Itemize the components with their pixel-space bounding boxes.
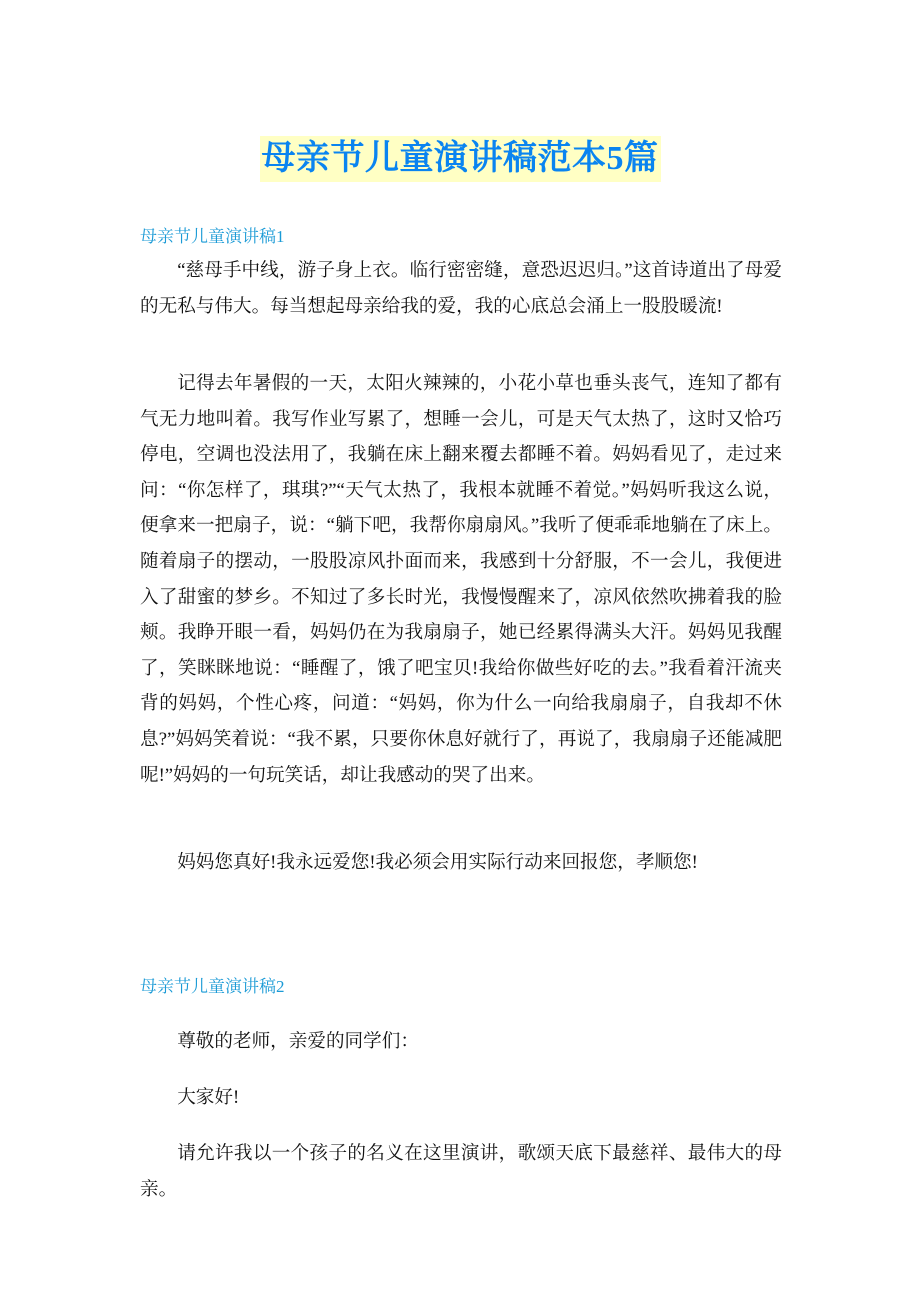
paragraph: 大家好!: [177, 1087, 240, 1108]
paragraph: “慈母手中线，游子身上衣。临行密密缝，意恐迟迟归。”这首诗道出了母爱的无私与伟大。每当想起母亲给我的爱，我的心底总会涌上一股股暖流!: [140, 260, 782, 317]
paragraph: 记得去年暑假的一天，太阳火辣辣的，小花小草也垂头丧气，连知了都有气无力地叫着。我写作业写累了，想睡一会儿，可是天气太热了，这时又恰巧停电，空调也没法用了，我躺在床上翻来覆去都睡不着。妈妈看见了，走过来问：“你怎样了，琪琪?”“天气太热了，我根本就睡不着觉。”妈妈听我这么说，便拿来一把扇子，说：“躺下吧，我帮你扇扇风。”我听了便乖乖地躺在了床上。随着扇子的摆动，一股股凉风扑面而来，我感到十分舒服，不一会儿，我便进入了甜蜜的梦乡。不知过了多长时光，我慢慢醒来了，凉风依然吹拂着我的脸颊。我睁开眼一看，妈妈仍在为我扇扇子，她已经累得满头大汗。妈妈见我醒了，笑眯眯地说：“睡醒了，饿了吧宝贝!我给你做些好吃的去。”我看着汗流夹背的妈妈，个性心疼，问道：“妈妈，你为什么一向给我扇扇子，自我却不休息?”妈妈笑着说：“我不累，只要你休息好就行了，再说了，我扇扇子还能减肥呢!”妈妈的一句玩笑话，却让我感动的哭了出来。: [140, 373, 782, 786]
paragraph: 尊敬的老师，亲爱的同学们：: [177, 1031, 419, 1052]
paragraph: 妈妈您真好!我永远爱您!我必须会用实际行动来回报您，孝顺您!: [177, 852, 698, 873]
title-container: [0, 136, 920, 182]
section-heading-1: 母亲节儿童演讲稿1: [140, 227, 285, 246]
section-heading-2: 母亲节儿童演讲稿2: [140, 977, 285, 996]
document-title: 母亲节儿童演讲稿范本5篇: [260, 136, 661, 182]
paragraph: 请允许我以一个孩子的名义在这里演讲，歌颂天底下最慈祥、最伟大的母亲。: [140, 1143, 782, 1200]
